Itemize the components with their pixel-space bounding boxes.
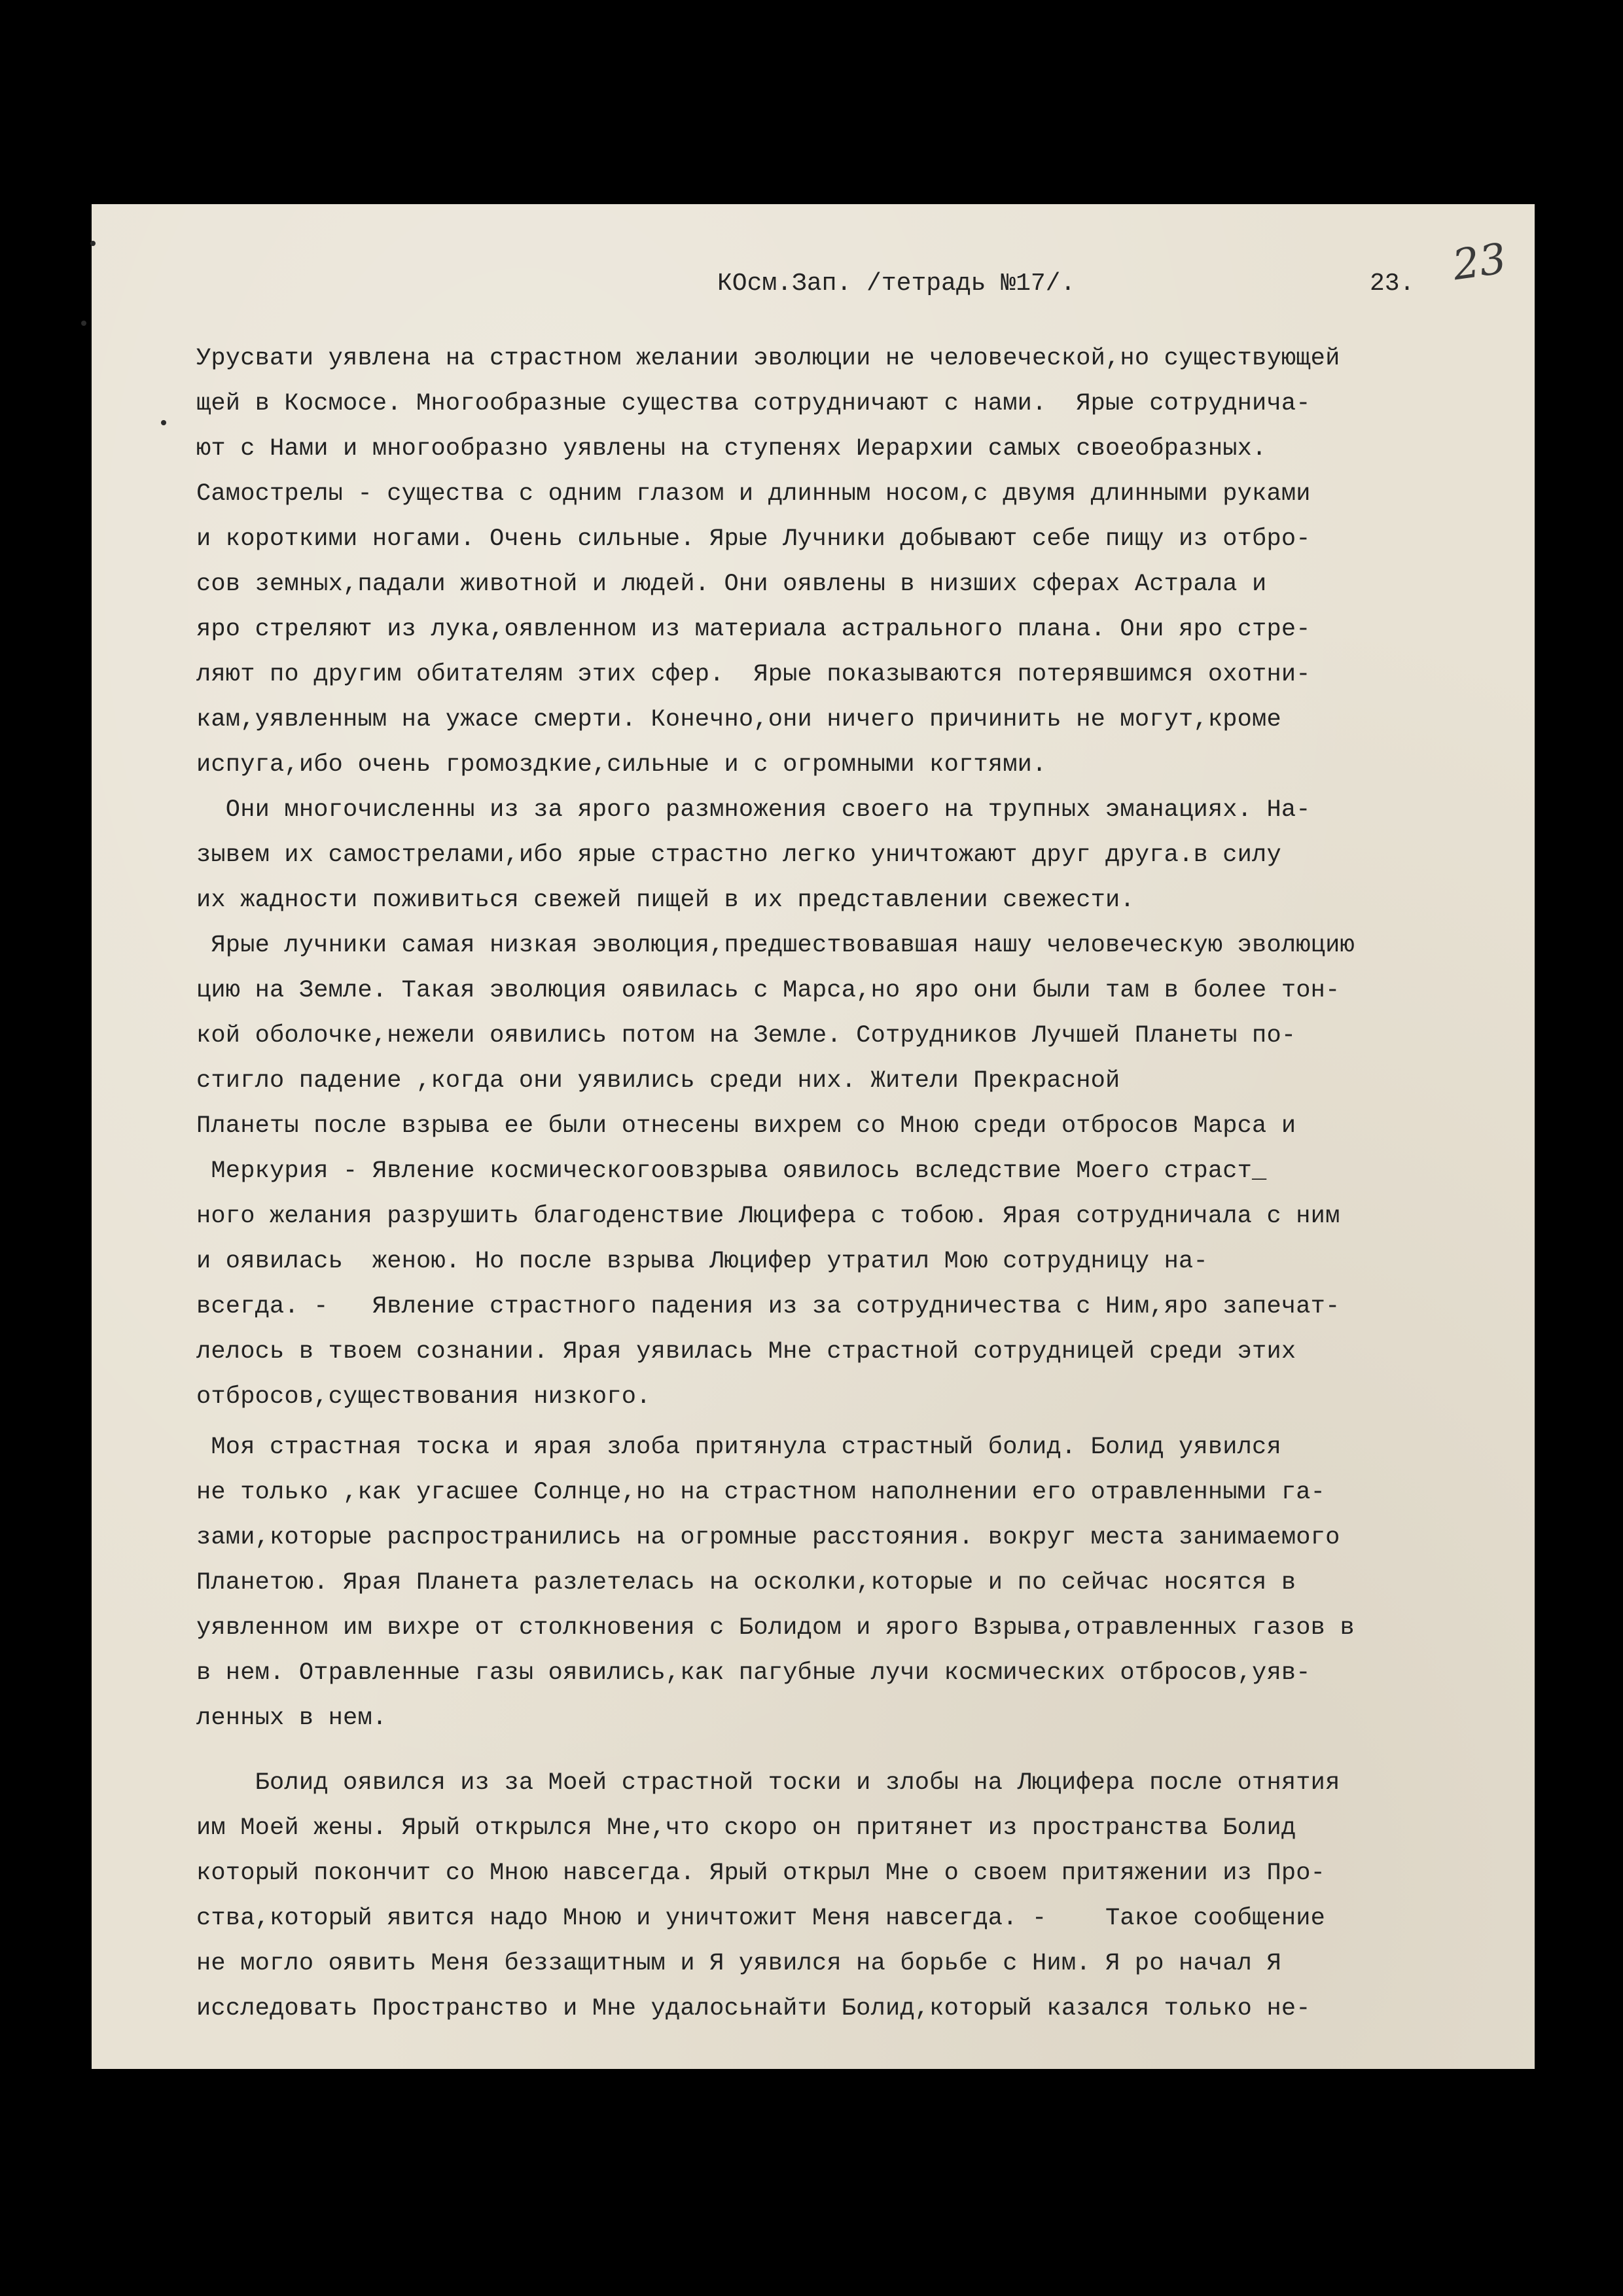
text-line: в нем. Отравленные газы оявились,как пагубные лучи космических отбросов,уяв- bbox=[196, 1659, 1311, 1687]
text-line: исследовать Пространство и Мне удалосьнайти Болид,который казался только не- bbox=[196, 1995, 1311, 2022]
text-line: ства,который явится надо Мною и уничтожит Меня навсегда. - Такое сообщение bbox=[196, 1905, 1326, 1932]
text-line: ленных в нем. bbox=[196, 1704, 387, 1732]
text-line: Моя страстная тоска и ярая злоба притянула страстный болид. Болид уявился bbox=[196, 1434, 1281, 1461]
text-line: яро стреляют из лука,оявленном из материала астрального плана. Они яро стре- bbox=[196, 616, 1311, 643]
text-line: уявленном им вихре от столкновения с Болидом и ярого Взрыва,отравленных газов в bbox=[196, 1614, 1355, 1642]
punch-mark-top bbox=[90, 241, 96, 246]
text-line: щей в Космосе. Многообразные существа сотрудничают с нами. Ярые сотруднича- bbox=[196, 390, 1311, 417]
text-line: Болид оявился из за Моей страстной тоски и злобы на Люцифера после отнятия bbox=[196, 1769, 1340, 1797]
text-line: стигло падение ,когда они уявились среди них. Жители Прекрасной bbox=[196, 1067, 1120, 1095]
punch-mark-left bbox=[81, 321, 86, 326]
text-line: сов земных,падали животной и людей. Они оявлены в низших сферах Астрала и bbox=[196, 571, 1267, 598]
text-line: испуга,ибо очень громоздкие,сильные и с огромными когтями. bbox=[196, 751, 1047, 779]
text-line: ляют по другим обитателям этих сфер. Ярые показываются потерявшимся охотни- bbox=[196, 661, 1311, 688]
typed-body-text bbox=[196, 336, 1531, 2032]
text-line: Планетою. Ярая Планета разлетелась на осколки,которые и по сейчас носятся в bbox=[196, 1569, 1296, 1597]
text-line: Они многочисленны из за ярого размножения своего на трупных эманациях. На- bbox=[196, 796, 1311, 824]
page-header bbox=[92, 270, 1535, 309]
text-line: цию на Земле. Такая эволюция оявилась с Марса,но яро они были там в более тон- bbox=[196, 977, 1340, 1004]
document-page bbox=[92, 204, 1535, 2069]
text-line: Ярые лучники самая низкая эволюция,предшествовавшая нашу человеческую эволюцию bbox=[196, 932, 1355, 959]
text-line: и оявилась женою. Но после взрыва Люцифер утратил Мою сотрудницу на- bbox=[196, 1248, 1208, 1275]
text-line: и короткими ногами. Очень сильные. Ярые Лучники добывают себе пищу из отбро- bbox=[196, 525, 1311, 553]
text-line: Меркурия - Явление космическогоовзрыва оявилось вследствие Моего страст_ bbox=[196, 1157, 1267, 1185]
text-line: Урусвати уявлена на страстном желании эволюции не человеческой,но существующей bbox=[196, 345, 1340, 372]
text-line: зывем их самострелами,ибо ярые страстно легко уничтожают друг друга.в силу bbox=[196, 841, 1281, 869]
text-line: не могло оявить Меня беззащитным и Я уявился на борьбе с Ним. Я ро начал Я bbox=[196, 1950, 1281, 1977]
header-title: КОсм.Зап. /тетрадь №17/. bbox=[717, 270, 1076, 298]
text-line: который покончит со Мною навсегда. Ярый открыл Мне о своем притяжении из Про- bbox=[196, 1860, 1326, 1887]
page-number: 23. bbox=[1370, 270, 1415, 298]
text-line: Планеты после взрыва ее были отнесены вихрем со Мною среди отбросов Марса и bbox=[196, 1112, 1296, 1140]
text-line: кам,уявленным на ужасе смерти. Конечно,они ничего причинить не могут,кроме bbox=[196, 706, 1281, 733]
text-line: не только ,как угасшее Солнце,но на страстном наполнении его отравленными га- bbox=[196, 1479, 1326, 1506]
text-line: им Моей жены. Ярый открылся Мне,что скоро он притянет из пространства Болид bbox=[196, 1814, 1296, 1842]
text-line: ного желания разрушить благоденствие Люцифера с тобою. Ярая сотрудничала с ним bbox=[196, 1203, 1340, 1230]
text-line: кой оболочке,нежели оявились потом на Земле. Сотрудников Лучшей Планеты по- bbox=[196, 1022, 1296, 1050]
punch-mark-margin bbox=[161, 420, 166, 425]
text-line: Самострелы - существа с одним глазом и длинным носом,с двумя длинными руками bbox=[196, 480, 1311, 508]
handwritten-folio-number: 23 bbox=[1450, 234, 1510, 291]
text-line: их жадности поживиться свежей пищей в их представлении свежести. bbox=[196, 887, 1135, 914]
text-line: лелось в твоем сознании. Ярая уявилась Мне страстной сотрудницей среди этих bbox=[196, 1338, 1296, 1366]
text-line: зами,которые распространились на огромные расстояния. вокруг места занимаемого bbox=[196, 1524, 1340, 1551]
text-line: отбросов,существования низкого. bbox=[196, 1383, 651, 1411]
text-line: ют с Нами и многообразно уявлены на ступенях Иерархии самых своеобразных. bbox=[196, 435, 1267, 463]
text-line: всегда. - Явление страстного падения из за сотрудничества с Ним,яро запечат- bbox=[196, 1293, 1340, 1320]
